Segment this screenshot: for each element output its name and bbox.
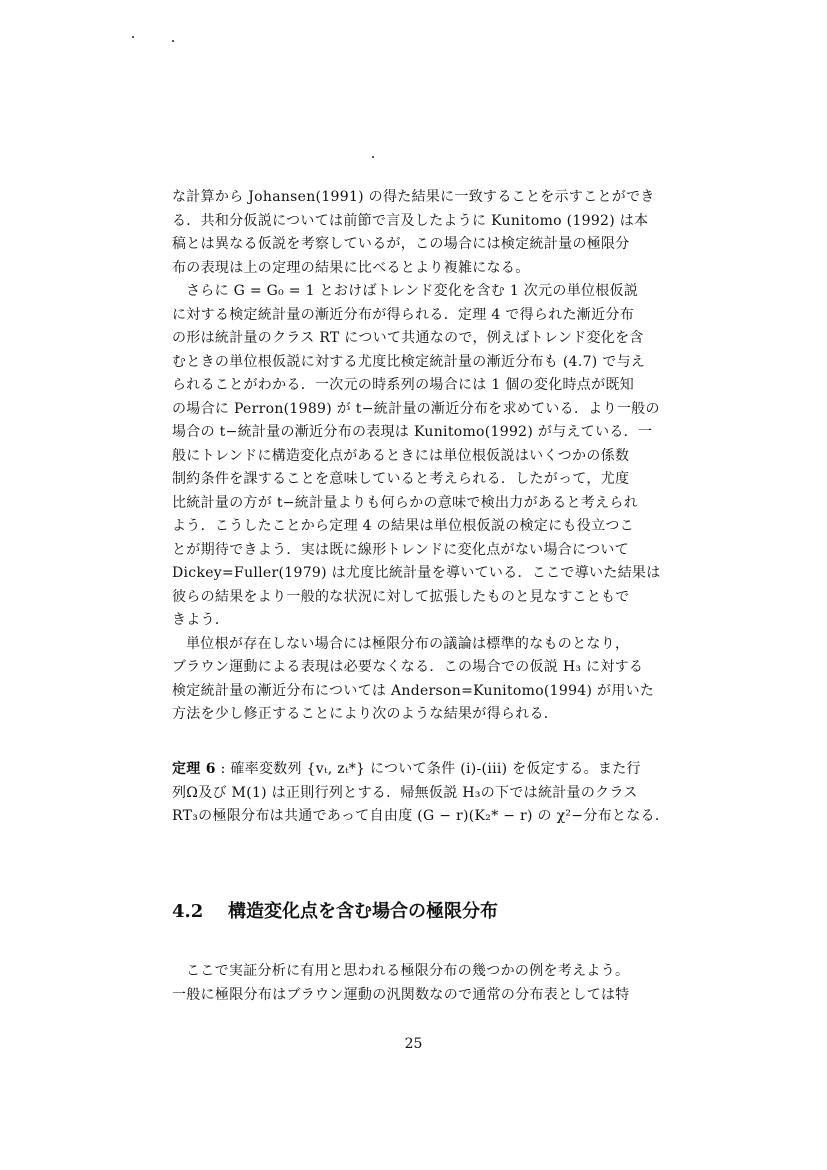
section-body bbox=[172, 960, 686, 1007]
text-line: 制約条件を課することを意味していると考えられる．したがって，尤度 bbox=[172, 471, 630, 487]
text-line: ブラウン運動による表現は必要なくなる．この場合での仮説 H₃ に対する bbox=[172, 659, 644, 675]
text-line: 布の表現は上の定理の結果に比べるとより複雑になる。 bbox=[172, 259, 530, 276]
theorem-text: : 確率変数列 {vₜ, zₜ*} について条件 (i)-(iii) を仮定する。また行 bbox=[215, 761, 641, 777]
text-line: に対する検定統計量の漸近分布が得られる．定理 4 で得られた漸近分布 bbox=[172, 306, 635, 323]
theorem-line: RT₃の極限分布は共通であって自由度 (G − r)(K₂* − r) の χ²−分布となる． bbox=[172, 808, 670, 824]
scan-speck bbox=[132, 36, 134, 38]
text-line: 場合の t−統計量の漸近分布の表現は Kunitomo(1992) が与えている．一 bbox=[172, 424, 653, 440]
text-line: 一般に極限分布はブラウン運動の汎関数なので通常の分布表としては特 bbox=[172, 986, 630, 1003]
scan-speck bbox=[172, 40, 174, 42]
text-line: Dickey=Fuller(1979) は尤度比統計量を導いている．ここで導いた結果は bbox=[172, 565, 661, 581]
text-line: むときの単位根仮説に対する尤度比検定統計量の漸近分布も (4.7) で与え bbox=[172, 353, 646, 370]
text-line: る．共和分仮説については前節で言及したように Kunitomo (1992) は本 bbox=[172, 212, 649, 229]
section-number: 4.2 bbox=[172, 901, 204, 922]
theorem-line: 列Ω及び M(1) は正則行列とする．帰無仮説 H₃の下では統計量のクラス bbox=[172, 784, 638, 801]
body-text bbox=[172, 186, 686, 727]
text-line: の形は統計量のクラス RT について共通なので，例えばトレンド変化を含 bbox=[172, 330, 644, 346]
theorem-line bbox=[172, 758, 686, 782]
text-line: な計算から Johansen(1991) の得た結果に一致することを示すことができ bbox=[172, 189, 655, 205]
text-line: とが期待できよう．実は既に線形トレンドに変化点がない場合について bbox=[172, 541, 629, 558]
text-line: の場合に Perron(1989) が t−統計量の漸近分布を求めている．より一般の bbox=[172, 400, 660, 417]
theorem-6 bbox=[172, 758, 686, 829]
theorem-label: 定理 6 bbox=[172, 761, 216, 777]
text-line: 比統計量の方が t−統計量よりも何らかの意味で検出力があると考えられ bbox=[172, 494, 639, 511]
text-line: 彼らの結果をより一般的な状況に対して拡張したものと見なすこともで bbox=[172, 588, 630, 605]
page-number: 25 bbox=[404, 1036, 423, 1052]
text-line: きよう． bbox=[172, 612, 230, 628]
text-line: 方法を少し修正することにより次のような結果が得られる． bbox=[172, 706, 559, 722]
text-line: よう．こうしたことから定理 4 の結果は単位根仮説の検定にも役立つこ bbox=[172, 518, 635, 534]
section-heading bbox=[172, 897, 686, 923]
text-line: 単位根が存在しない場合には極限分布の議論は標準的なものとなり， bbox=[186, 635, 630, 652]
text-line: 般にトレンドに構造変化点があるときには単位根仮説はいくつかの係数 bbox=[172, 447, 630, 464]
text-line: さらに G = G₀ = 1 とおけばトレンド変化を含む 1 次元の単位根仮説 bbox=[186, 283, 639, 299]
text-line: 稿とは異なる仮説を考察しているが，この場合には検定統計量の極限分 bbox=[172, 236, 630, 252]
section-title: 構造変化点を含む場合の極限分布 bbox=[228, 901, 498, 922]
text-line: ここで実証分析に有用と思われる極限分布の幾つかの例を考えよう。 bbox=[186, 963, 630, 979]
text-line: られることがわかる．一次元の時系列の場合には 1 個の変化時点が既知 bbox=[172, 377, 635, 393]
scan-speck bbox=[372, 156, 374, 158]
text-line: 検定統計量の漸近分布については Anderson=Kunitomo(1994) が用いた bbox=[172, 682, 655, 699]
